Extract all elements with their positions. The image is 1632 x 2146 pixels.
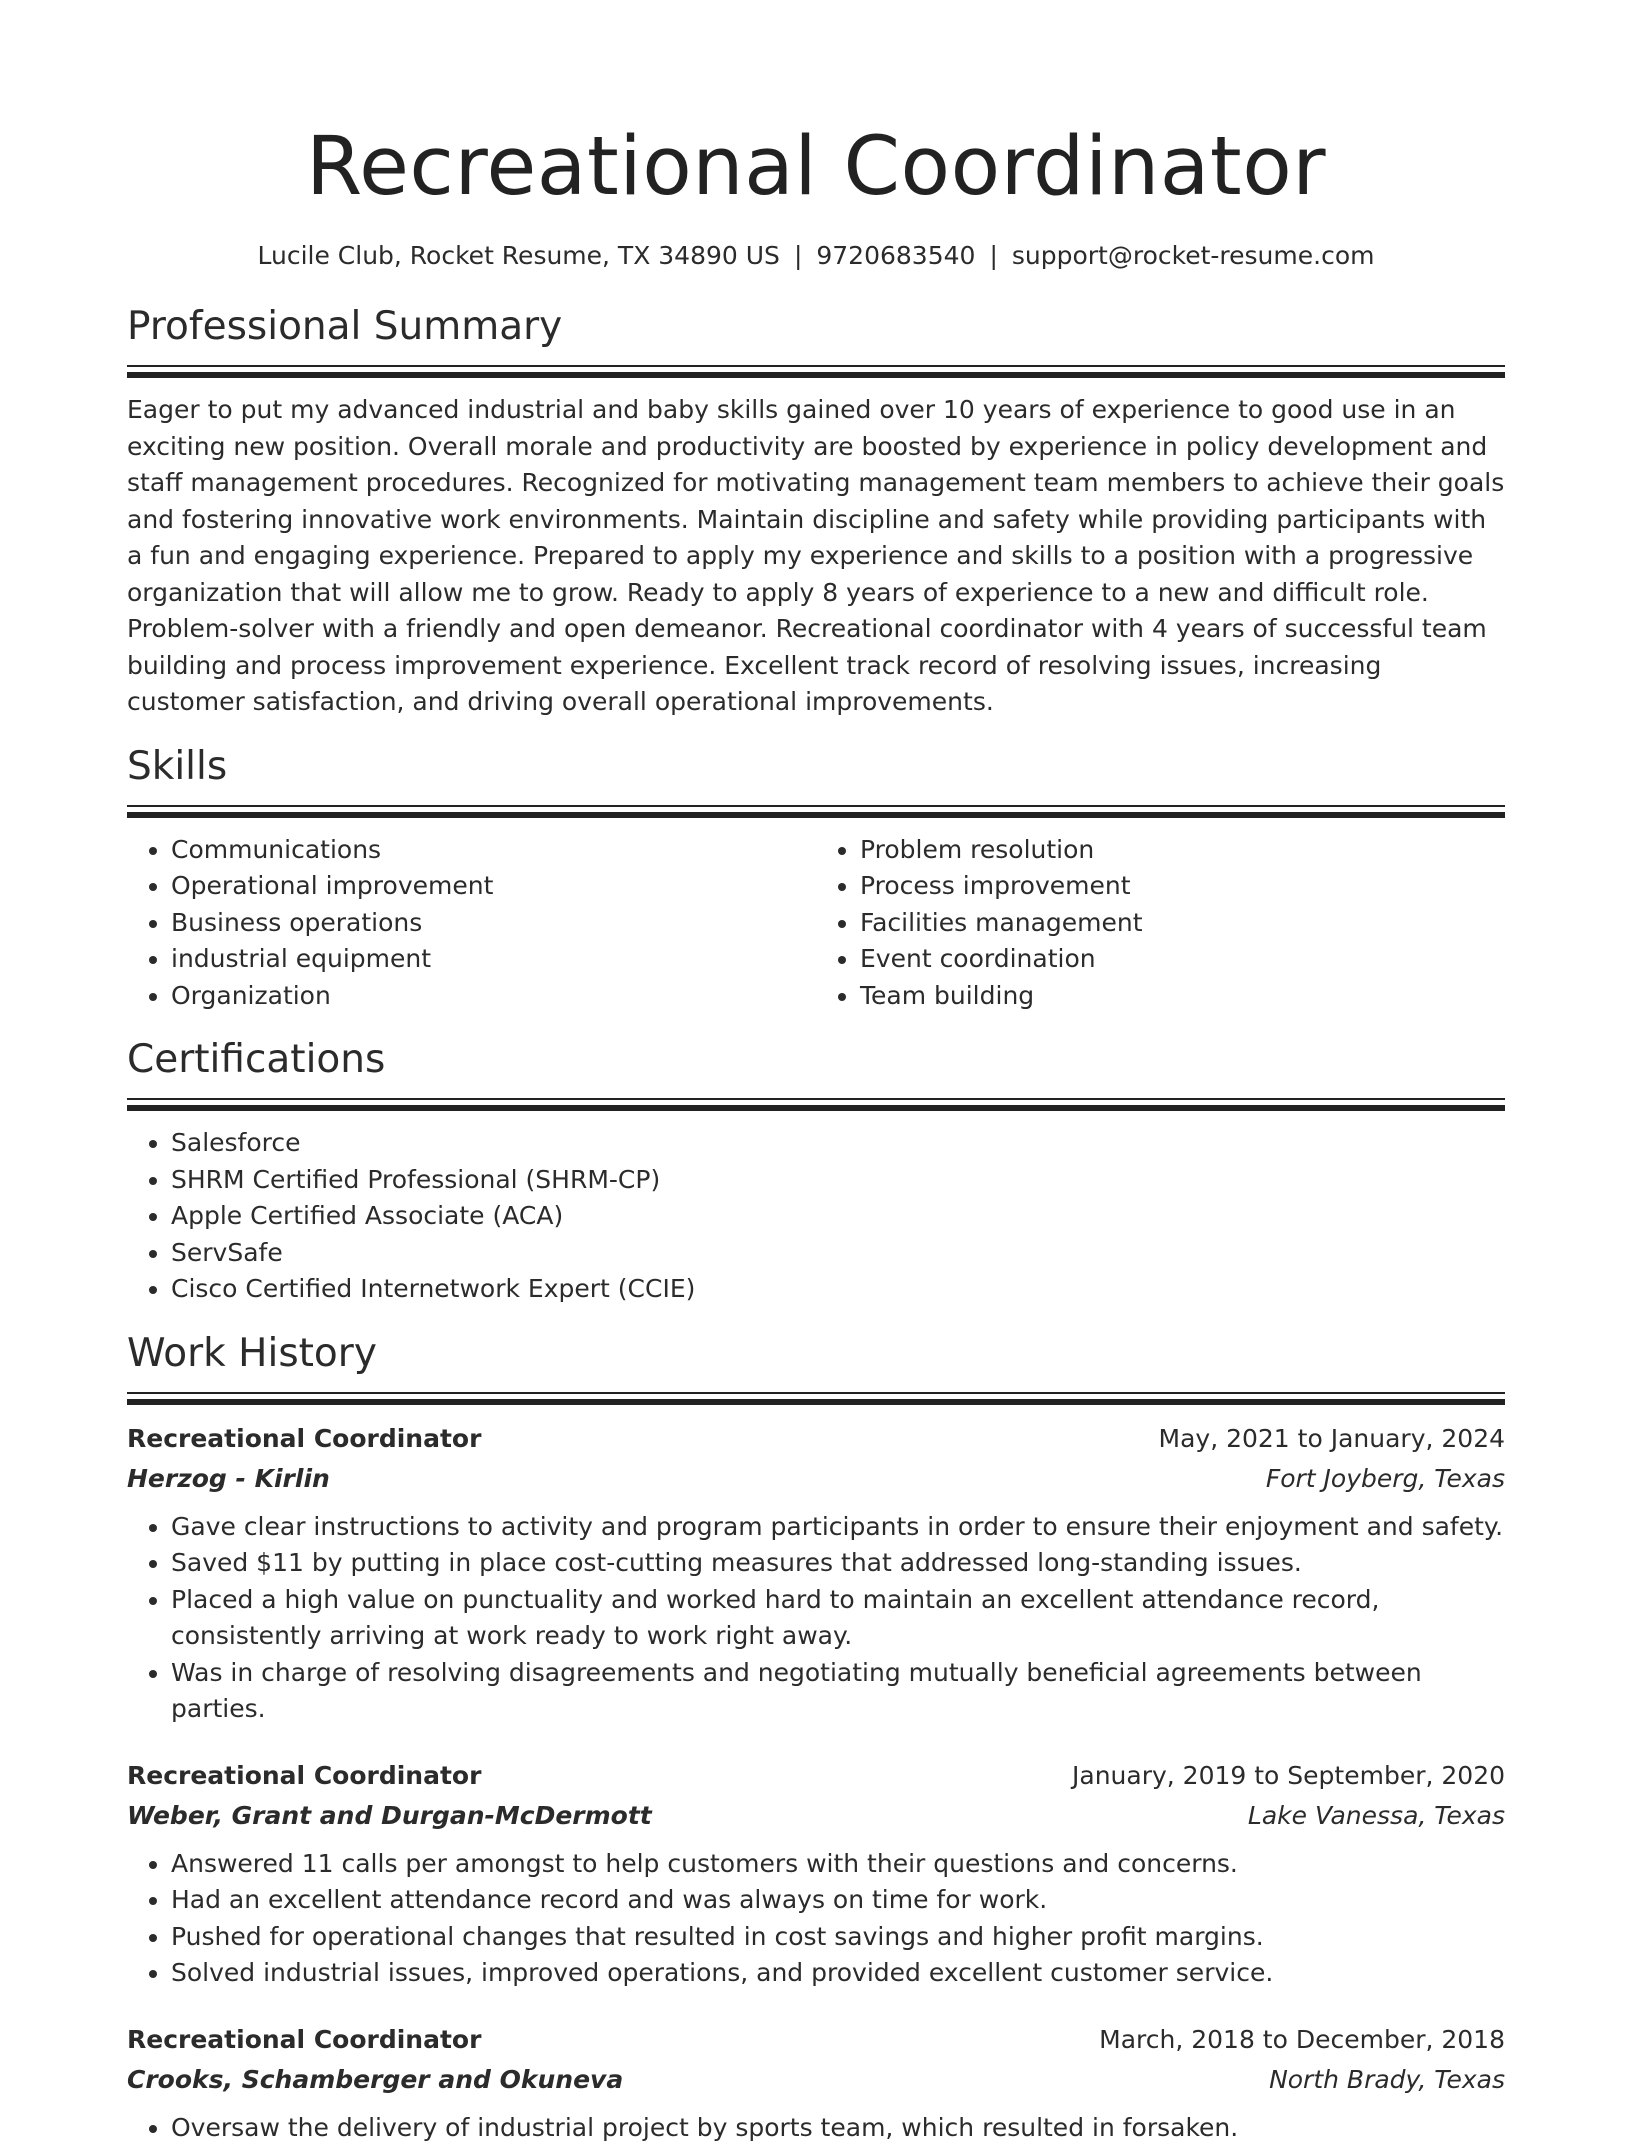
job-location: Fort Joyberg, Texas (1266, 1459, 1505, 1499)
skill-item: • Organization (171, 978, 816, 1015)
certification-item: • Salesforce (171, 1125, 1505, 1162)
job-bullet: • Placed a high value on punctuality and worked hard to maintain an excellent attendance record, consistently arriving at work ready to work right away. (171, 1582, 1505, 1655)
job-location: Lake Vanessa, Texas (1248, 1796, 1505, 1836)
job-header (127, 1419, 1505, 1459)
skill-item: • Communications (171, 832, 816, 869)
skill-item: • Team building (860, 978, 1505, 1015)
job-title: Recreational Coordinator (127, 1419, 481, 1459)
certification-item: • Cisco Certified Internetwork Expert (CCIE) (171, 1271, 1505, 1308)
resume-name: Recreational Coordinator (127, 0, 1505, 217)
job-bullet: • Saved $11 by putting in place cost-cutting measures that addressed long-standing issues. (171, 1545, 1505, 1582)
job-bullets (127, 2110, 1505, 2146)
job-bullet: • Gave clear instructions to activity and program participants in order to ensure their enjoyment and safety. (171, 1509, 1505, 1546)
summary-text: Eager to put my advanced industrial and baby skills gained over 10 years of experience to good use in an exciting new position. Overall morale and productivity are boosted by experience in policy development and staff management procedures. Recognized for motivating management team members to achieve their goals and fostering innovative work environments. Maintain discipline and safety while providing participants with a fun and engaging experience. Prepared to apply my experience and skills to a position with a progressive organization that will allow me to grow. Ready to apply 8 years of experience to a new and difficult role. Problem-solver with a friendly and open demeanor. Recreational coordinator with 4 years of successful team building and process improvement experience. Excellent track record of resolving issues, increasing customer satisfaction, and driving overall operational improvements. (127, 392, 1505, 721)
work-history-section (127, 1328, 1505, 2146)
job-bullet: • Pushed for operational changes that resulted in cost savings and higher profit margins. (171, 1919, 1505, 1956)
skills-grid (127, 832, 1505, 1015)
contact-address: Lucile Club, Rocket Resume, TX 34890 US (258, 241, 780, 270)
skills-list-right (816, 832, 1505, 1015)
certification-item: • Apple Certified Associate (ACA) (171, 1198, 1505, 1235)
job-company: Crooks, Schamberger and Okuneva (127, 2060, 623, 2100)
job-bullets (127, 1846, 1505, 1992)
skills-section (127, 741, 1505, 1015)
job-dates: January, 2019 to September, 2020 (1072, 1756, 1505, 1796)
job-entry (127, 2020, 1505, 2146)
job-entry (127, 1756, 1505, 1992)
job-header (127, 2020, 1505, 2060)
job-header (127, 1756, 1505, 1796)
summary-section (127, 301, 1505, 721)
contact-phone: 9720683540 (816, 241, 975, 270)
job-subheader (127, 1459, 1505, 1499)
job-subheader (127, 1796, 1505, 1836)
section-divider (127, 1098, 1505, 1111)
skill-item: • industrial equipment (171, 941, 816, 978)
job-location: North Brady, Texas (1269, 2060, 1505, 2100)
section-divider (127, 805, 1505, 818)
certifications-list (127, 1125, 1505, 1308)
job-bullets (127, 1509, 1505, 1728)
section-title-certifications: Certifications (127, 1034, 1505, 1086)
job-bullet: • Answered 11 calls per amongst to help customers with their questions and concerns. (171, 1846, 1505, 1883)
job-bullet: • Had an excellent attendance record and was always on time for work. (171, 1882, 1505, 1919)
section-title-summary: Professional Summary (127, 301, 1505, 353)
job-subheader (127, 2060, 1505, 2100)
job-entry (127, 1419, 1505, 1728)
skill-item: • Problem resolution (860, 832, 1505, 869)
certifications-section (127, 1034, 1505, 1308)
job-dates: May, 2021 to January, 2024 (1159, 1419, 1505, 1459)
skill-item: • Event coordination (860, 941, 1505, 978)
skill-item: • Process improvement (860, 868, 1505, 905)
certification-item: • ServSafe (171, 1235, 1505, 1272)
contact-separator: | (780, 241, 816, 270)
certification-item: • SHRM Certified Professional (SHRM-CP) (171, 1162, 1505, 1199)
job-title: Recreational Coordinator (127, 2020, 481, 2060)
job-dates: March, 2018 to December, 2018 (1099, 2020, 1505, 2060)
job-company: Weber, Grant and Durgan-McDermott (127, 1796, 652, 1836)
contact-line (127, 239, 1505, 273)
contact-separator: | (975, 241, 1011, 270)
skills-list-left (127, 832, 816, 1015)
job-title: Recreational Coordinator (127, 1756, 481, 1796)
section-divider (127, 365, 1505, 378)
skill-item: • Facilities management (860, 905, 1505, 942)
section-divider (127, 1392, 1505, 1405)
job-bullet: • Solved industrial issues, improved operations, and provided excellent customer service. (171, 1955, 1505, 1992)
job-bullet: • Oversaw the delivery of industrial project by sports team, which resulted in forsaken. (171, 2110, 1505, 2146)
contact-email: support@rocket-resume.com (1012, 241, 1375, 270)
section-title-work-history: Work History (127, 1328, 1505, 1380)
skill-item: • Business operations (171, 905, 816, 942)
job-bullet: • Was in charge of resolving disagreements and negotiating mutually beneficial agreements between parties. (171, 1655, 1505, 1728)
job-company: Herzog - Kirlin (127, 1459, 330, 1499)
section-title-skills: Skills (127, 741, 1505, 793)
skill-item: • Operational improvement (171, 868, 816, 905)
